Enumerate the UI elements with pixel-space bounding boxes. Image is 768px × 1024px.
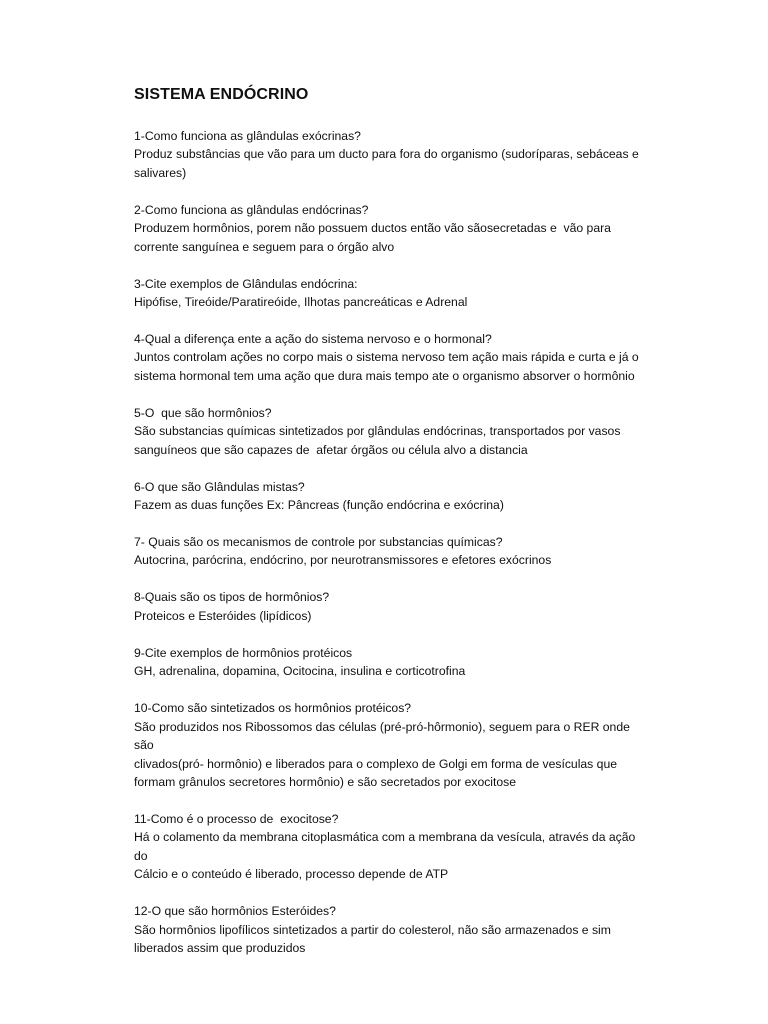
question-text: 5-O que são hormônios? <box>134 405 272 420</box>
answer-line: liberados assim que produzidos <box>134 940 306 955</box>
question-text: 7- Quais são os mecanismos de controle por substancias químicas? <box>134 535 503 550</box>
question-text: 12-O que são hormônios Esteróides? <box>134 904 336 919</box>
question-text: 9-Cite exemplos de hormônios protéicos <box>134 645 353 660</box>
qa-item <box>134 699 644 791</box>
qa-item <box>134 404 644 459</box>
answer-line: salivares) <box>134 165 187 180</box>
answer-line: GH, adrenalina, dopamina, Ocitocina, insulina e corticotrofina <box>134 664 466 679</box>
answer-line: Juntos controlam ações no corpo mais o sistema nervoso tem ação mais rápida e curta e já o <box>134 350 639 365</box>
answer-line: Proteicos e Esteróides (lipídicos) <box>134 608 312 623</box>
answer-line: clivados(pró- hormônio) e liberados para o complexo de Golgi em forma de vesículas que <box>134 756 618 771</box>
answer-line: Cálcio e o conteúdo é liberado, processo depende de ATP <box>134 867 449 882</box>
answer-line: Hipófise, Tireóide/Paratireóide, Ilhotas pancreáticas e Adrenal <box>134 295 468 310</box>
qa-item <box>134 588 644 625</box>
answer-line: Produzem hormônios, porem não possuem ductos então vão sãosecretadas e vão para <box>134 221 611 236</box>
answer-line: sistema hormonal tem uma ação que dura mais tempo ate o organismo absorver o hormônio <box>134 368 635 383</box>
qa-item <box>134 330 644 385</box>
qa-item <box>134 902 644 957</box>
qa-list <box>134 127 644 976</box>
qa-item <box>134 810 644 884</box>
qa-item <box>134 201 644 256</box>
question-text: 3-Cite exemplos de Glândulas endócrina: <box>134 276 358 291</box>
answer-line: São hormônios lipofílicos sintetizados a partir do colesterol, não são armazenados e sim <box>134 922 611 937</box>
question-text: 2-Como funciona as glândulas endócrinas? <box>134 202 369 217</box>
answer-line: corrente sanguínea e seguem para o órgão alvo <box>134 239 395 254</box>
question-text: 10-Como são sintetizados os hormônios protéicos? <box>134 701 412 716</box>
answer-line: formam grânulos secretores hormônio) e são secretados por exocitose <box>134 774 517 789</box>
answer-line: Fazem as duas funções Ex: Pâncreas (função endócrina e exócrina) <box>134 498 504 513</box>
answer-line: Produz substâncias que vão para um ducto para fora do organismo (sudoríparas, sebáceas e <box>134 147 639 162</box>
question-text: 6-O que são Glândulas mistas? <box>134 479 305 494</box>
question-text: 11-Como é o processo de exocitose? <box>134 811 339 826</box>
answer-line: São produzidos nos Ribossomos das células (pré-pró-hôrmonio), seguem para o RER onde são <box>134 719 634 753</box>
qa-item <box>134 478 644 515</box>
qa-item <box>134 275 644 312</box>
question-text: 1-Como funciona as glândulas exócrinas? <box>134 129 361 143</box>
question-text: 8-Quais são os tipos de hormônios? <box>134 590 330 605</box>
answer-line: Há o colamento da membrana citoplasmática com a membrana da vesícula, através da ação do <box>134 830 639 863</box>
qa-item <box>134 644 644 681</box>
answer-line: São substancias químicas sintetizados por glândulas endócrinas, transportados por vasos <box>134 424 621 439</box>
answer-line: Autocrina, parócrina, endócrino, por neurotransmissores e efetores exócrinos <box>134 553 552 568</box>
qa-item <box>134 533 644 570</box>
page-title: SISTEMA ENDÓCRINO <box>134 86 309 103</box>
question-text: 4-Qual a diferença ente a ação do sistema nervoso e o hormonal? <box>134 332 492 347</box>
answer-line: sanguíneos que são capazes de afetar órgãos ou célula alvo a distancia <box>134 442 528 457</box>
qa-item <box>134 127 644 182</box>
